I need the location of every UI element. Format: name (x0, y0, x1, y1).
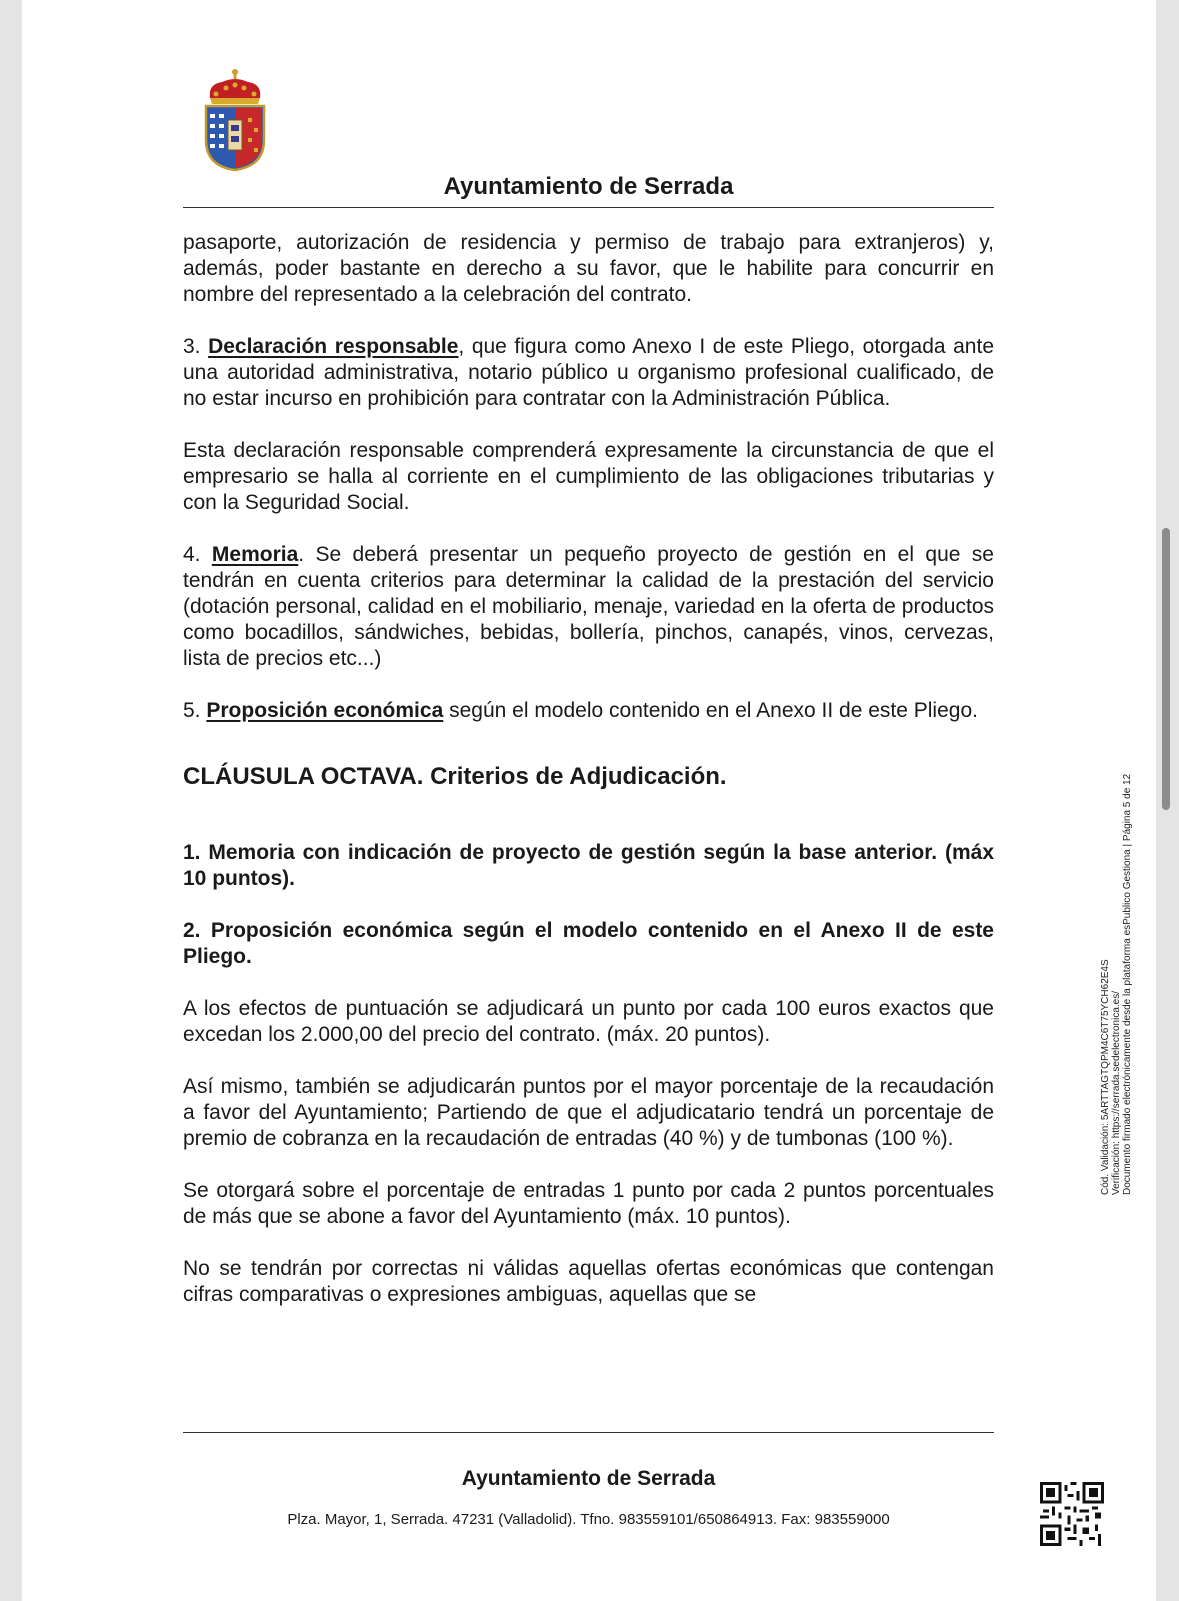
item-memoria (183, 542, 994, 672)
clause-heading: CLÁUSULA OCTAVA. Criterios de Adjudicación. (183, 763, 727, 790)
coat-of-arms-icon (202, 68, 268, 172)
footer-divider (183, 1432, 994, 1433)
item-number: 3. (183, 335, 201, 358)
item-text: . Se deberá presentar un pequeño proyecto de gestión en el que se tendrán en cuenta criterios para determinar la calidad de la prestación del servicio (dotación personal, calidad en el mobiliario, menaje, variedad en la oferta de productos como bocadillos, sándwiches, bebidas, bollería, pinchos, canapés, vinos, cervezas, lista de precios etc...) (183, 543, 994, 670)
item-title: Memoria (211, 543, 299, 566)
paragraph-puntuacion: A los efectos de puntuación se adjudicará un punto por cada 100 euros exactos que excedan los 2.000,00 del precio del contrato. (máx. 20 puntos). (183, 997, 994, 1046)
item-declaracion-responsable (183, 334, 994, 412)
signature-note: Documento firmado electrónicamente desde la plataforma esPublico Gestiona | Página 5 de 12 (1122, 773, 1133, 1195)
scrollbar-thumb[interactable] (1162, 528, 1170, 810)
paragraph-otorgara: Se otorgará sobre el porcentaje de entradas 1 punto por cada 2 puntos porcentuales de más que se abone a favor del Ayuntamiento (máx. 10 puntos). (183, 1179, 994, 1228)
criterion-2: 2. Proposición económica según el modelo contenido en el Anexo II de este Pliego. (183, 919, 994, 968)
header-title: Ayuntamiento de Serrada (443, 173, 734, 200)
item-text: según el modelo contenido en el Anexo II de este Pliego. (443, 699, 978, 722)
item-title: Declaración responsable (208, 335, 459, 358)
validation-code: Cód. Validación: 5ARTTAGTQPM4C6T75YCH62E4S (1100, 959, 1111, 1195)
footer-address: Plza. Mayor, 1, Serrada. 47231 (Valladolid). Tfno. 983559101/650864913. Fax: 983559000 (287, 1511, 890, 1528)
validation-text (1100, 705, 1133, 1195)
footer-title: Ayuntamiento de Serrada (461, 1467, 716, 1490)
item-title: Proposición económica (206, 699, 444, 722)
item-number: 5. (183, 699, 201, 722)
paragraph-pasaporte: pasaporte, autorización de residencia y permiso de trabajo para extranjeros) y, además, poder bastante en derecho a su favor, que le habilite para concurrir en nombre del representado a la celebración del contrato. (183, 231, 994, 306)
crown (210, 69, 261, 104)
item-proposicion-economica (183, 698, 994, 724)
qr-code-icon[interactable] (1040, 1482, 1104, 1546)
paragraph-ofertas: No se tendrán por correctas ni válidas aquellas ofertas económicas que contengan cifras comparativas o expresiones ambiguas, aquellas que se (183, 1257, 994, 1306)
item-number: 4. (183, 543, 201, 566)
header-divider (183, 207, 994, 208)
criterion-1: 1. Memoria con indicación de proyecto de gestión según la base anterior. (máx 10 puntos). (183, 841, 994, 890)
document-body (183, 230, 994, 1334)
verification-url[interactable]: Verificación: https://serrada.sedelectronica.es/ (1111, 991, 1122, 1195)
paragraph-declaracion: Esta declaración responsable comprenderá expresamente la circunstancia de que el empresario se halla al corriente en el cumplimiento de las obligaciones tributarias y con la Seguridad Social. (183, 439, 994, 514)
paragraph-porcentaje: Así mismo, también se adjudicarán puntos por el mayor porcentaje de la recaudación a favor del Ayuntamiento; Partiendo de que el adjudicatario tendrá un porcentaje de premio de cobranza en la recaudación de entradas (40 %) y de tumbonas (100 %). (183, 1075, 994, 1150)
item-text: , que figura como Anexo I de este Pliego, otorgada ante una autoridad administrativa, notario público u organismo profesional cualificado, de no estar incurso en prohibición para contratar con la Administración Pública. (183, 335, 995, 410)
